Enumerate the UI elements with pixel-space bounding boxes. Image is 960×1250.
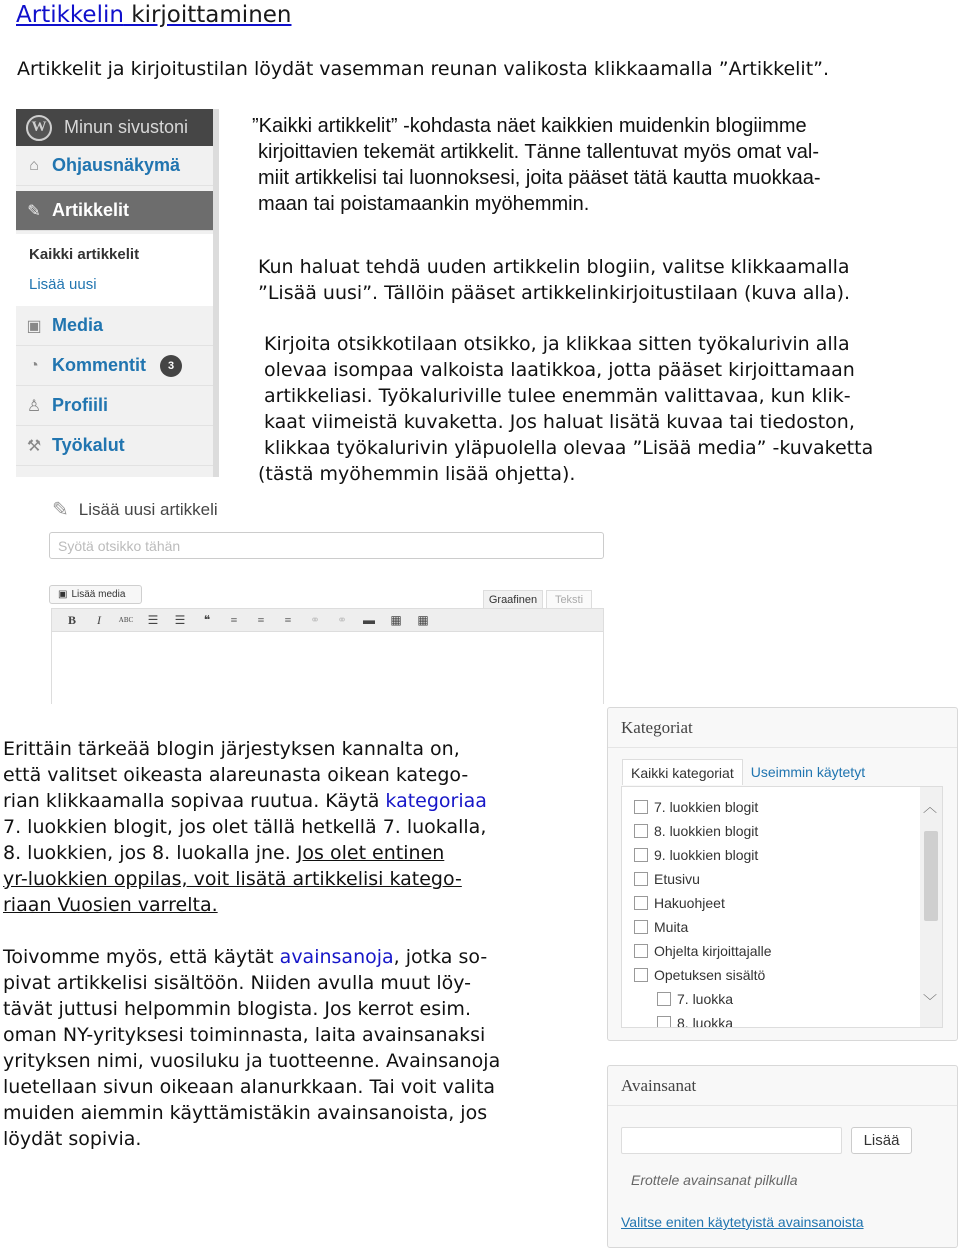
para3-line-3: artikkeliasi. Työkaluriville tulee enemmän valittavaa, kun klik- xyxy=(264,385,851,407)
site-name[interactable]: Minun sivustoni xyxy=(64,117,189,137)
tools-icon: ⚒ xyxy=(26,437,42,455)
tab-text[interactable]: Teksti xyxy=(546,590,592,608)
pushpin-icon: ✎ xyxy=(52,499,69,521)
category-label: Opetuksen sisältö xyxy=(654,967,766,983)
category-label: Etusivu xyxy=(654,871,700,887)
fullscreen-button[interactable]: ▦ xyxy=(390,612,402,627)
home-icon: ⌂ xyxy=(29,156,39,174)
category-label: 7. luokka xyxy=(677,991,734,1007)
category-item[interactable] xyxy=(622,867,942,891)
bold-button[interactable]: B xyxy=(67,612,76,627)
add-media-label: Lisää media xyxy=(71,589,126,600)
para4-line-1: Erittäin tärkeää blogin järjestyksen kannalta on, xyxy=(3,738,460,760)
para2-line-1: Kun haluat tehdä uuden artikkelin blogiin, valitse klikkaamalla xyxy=(258,256,850,278)
category-label: 8. luokkien blogit xyxy=(654,823,759,839)
para5-line-1 xyxy=(3,944,500,970)
category-label: 8. luokka xyxy=(677,1015,734,1028)
checkbox[interactable] xyxy=(634,872,648,886)
para4-line-5-underlined: Jos olet entinen xyxy=(296,842,445,864)
heading-part2: kirjoittaminen xyxy=(123,2,292,28)
checkbox[interactable] xyxy=(634,920,648,934)
para5-line-5: yrityksen nimi, vuosiluku ja tuotteenne. Avainsanoja xyxy=(3,1050,501,1072)
para4-line-2: että valitset oikeasta alareunasta oikean katego- xyxy=(3,764,469,786)
heading-part1: Artikkelin xyxy=(16,2,124,28)
menu-item-media[interactable] xyxy=(16,306,213,346)
page-heading xyxy=(16,2,292,28)
pushpin-icon: ✎ xyxy=(27,202,41,220)
category-scrollbar[interactable] xyxy=(920,787,942,1027)
media-icon: ▣ xyxy=(26,317,42,335)
intro-text: Artikkelit ja kirjoitustilan löydät vasemman reunan valikosta klikkaamalla ”Artikkelit”. xyxy=(17,58,830,80)
para3-line-2: olevaa isompaa valkoista laatikkoa, jotta pääset kirjoittamaan xyxy=(264,359,855,381)
align-center-button[interactable]: ≡ xyxy=(257,612,265,627)
paragraph-add-new xyxy=(258,254,850,306)
category-label: Muita xyxy=(654,919,689,935)
category-item[interactable] xyxy=(622,819,942,843)
checkbox[interactable] xyxy=(634,944,648,958)
scroll-thumb[interactable] xyxy=(924,831,938,921)
category-item[interactable] xyxy=(622,915,942,939)
category-item[interactable] xyxy=(622,987,942,1011)
speech-bubble-icon: ◔ xyxy=(29,356,39,374)
strikethrough-button[interactable]: ABC xyxy=(118,616,134,624)
submenu-all-posts[interactable]: Kaikki artikkelit xyxy=(29,246,140,263)
menu-label-tools: Työkalut xyxy=(52,435,125,455)
category-label: 7. luokkien blogit xyxy=(654,799,759,815)
tags-box xyxy=(607,1065,958,1248)
para5-line-1-post: , jotka so- xyxy=(393,946,488,968)
category-item[interactable] xyxy=(622,1011,942,1028)
insert-link-button[interactable]: ⚭ xyxy=(309,612,321,627)
submenu-add-new[interactable]: Lisää uusi xyxy=(29,276,97,293)
list-padding xyxy=(622,787,942,795)
admin-bar xyxy=(16,109,213,146)
menu-label-profiles: Profiili xyxy=(52,395,109,415)
tab-most-used[interactable]: Useimmin käytetyt xyxy=(750,764,866,780)
para4-line-5 xyxy=(3,840,487,866)
category-label: Ohjelta kirjoittajalle xyxy=(654,943,772,959)
para5-line-1-pre: Toivomme myös, että käytät xyxy=(3,946,280,968)
add-media-button[interactable] xyxy=(49,585,142,604)
para4-line-7: riaan Vuosien varrelta. xyxy=(3,894,218,916)
media-icon: ▣ xyxy=(58,589,68,600)
menu-item-dashboard[interactable] xyxy=(16,146,213,186)
posts-submenu xyxy=(16,234,213,306)
para4-line-5-text: 8. luokkien, jos 8. luokalla jne. xyxy=(3,842,297,864)
para2-line-2: ”Lisää uusi”. Tällöin pääset artikkelinkirjoitustilaan (kuva alla). xyxy=(258,282,851,304)
wp-admin-menu xyxy=(16,109,219,477)
paragraph-editor-help xyxy=(258,331,873,487)
editor-toolbar xyxy=(51,608,604,632)
paragraph-all-posts xyxy=(252,113,821,217)
toolbar-toggle-button[interactable]: ▦ xyxy=(417,612,429,627)
paragraph-categories xyxy=(3,736,487,918)
categories-tabs xyxy=(622,759,873,785)
tab-visual[interactable]: Graafinen xyxy=(483,590,543,608)
tag-hint: Erottele avainsanat pilkulla xyxy=(631,1172,798,1188)
editor-heading xyxy=(52,497,218,522)
categories-keyword: kategoriaa xyxy=(385,790,487,812)
editor-title: Lisää uusi artikkeli xyxy=(78,499,218,519)
menu-item-tools[interactable] xyxy=(16,426,213,466)
para5-line-8: löydät sopivia. xyxy=(3,1128,142,1150)
category-label: Hakuohjeet xyxy=(654,895,725,911)
tag-input[interactable] xyxy=(621,1127,842,1154)
para4-line-6: yr-luokkien oppilas, voit lisätä artikkelisi katego- xyxy=(3,868,462,890)
para1-line-1: ”Kaikki artikkelit” -kohdasta näet kaikkien muidenkin blogiimme xyxy=(252,115,807,137)
para1-line-4: maan tai poistamaankin myöhemmin. xyxy=(258,193,590,215)
menu-item-profiles[interactable] xyxy=(16,386,213,426)
para4-line-3-text: rian klikkaamalla sopivaa ruutua. Käytä xyxy=(3,790,386,812)
paragraph-tags xyxy=(3,944,500,1152)
checkbox[interactable] xyxy=(657,992,671,1006)
para5-line-4: oman NY-yrityksesi toiminnasta, laita avainsanaksi xyxy=(3,1024,486,1046)
category-checklist xyxy=(621,786,943,1028)
para4-line-4: 7. luokkien blogit, jos olet tällä hetkellä 7. luokalla, xyxy=(3,816,487,838)
categories-box xyxy=(607,707,958,1041)
menu-label-comments: Kommentit xyxy=(52,355,146,375)
menu-label-dashboard: Ohjausnäkymä xyxy=(52,155,181,175)
read-more-button[interactable]: ▬ xyxy=(363,612,375,627)
para3-line-4: kaat viimeistä kuvaketta. Jos haluat lisätä kuvaa tai tiedoston, xyxy=(264,411,855,433)
checkbox[interactable] xyxy=(634,848,648,862)
chevron-down-icon[interactable]: ﹀ xyxy=(923,993,937,1009)
checkbox[interactable] xyxy=(657,1016,671,1028)
para5-line-2: pivat artikkelisi sisältöön. Niiden avulla muut löy- xyxy=(3,972,472,994)
post-content-area[interactable] xyxy=(51,632,604,704)
tab-all-categories[interactable]: Kaikki kategoriat xyxy=(622,759,743,785)
category-item[interactable] xyxy=(622,939,942,963)
choose-tags-link[interactable]: Valitse eniten käytetyistä avainsanoista xyxy=(621,1214,864,1230)
checkbox[interactable] xyxy=(634,896,648,910)
checkbox[interactable] xyxy=(634,800,648,814)
category-item[interactable] xyxy=(622,891,942,915)
add-tag-button[interactable]: Lisää xyxy=(851,1127,912,1154)
category-item[interactable] xyxy=(622,795,942,819)
category-item[interactable] xyxy=(622,843,942,867)
comments-count-badge: 3 xyxy=(160,355,182,377)
category-item[interactable] xyxy=(622,963,942,987)
para3-line-6: (tästä myöhemmin lisää ohjetta). xyxy=(258,463,576,485)
tags-box-title: Avainsanat xyxy=(608,1066,957,1106)
numbered-list-button[interactable]: ☰ xyxy=(174,612,186,627)
blockquote-button[interactable]: ❝ xyxy=(203,612,211,627)
menu-label-posts: Artikkelit xyxy=(52,200,130,220)
para5-line-7: muiden aiemmin käyttämistäkin avainsanoista, jos xyxy=(3,1102,488,1124)
para5-line-6: luetellaan sivun oikeaan alanurkkaan. Tai voit valita xyxy=(3,1076,496,1098)
categories-box-title: Kategoriat xyxy=(608,708,957,748)
para1-line-2: kirjoittavien tekemät artikkelit. Tänne tallentuvat myös omat val- xyxy=(258,141,819,163)
para5-line-3: tävät juttusi helpommin blogista. Jos kerrot esim. xyxy=(3,998,471,1020)
checkbox[interactable] xyxy=(634,968,648,982)
category-label: 9. luokkien blogit xyxy=(654,847,759,863)
menu-label-media: Media xyxy=(52,315,104,335)
bullet-list-button[interactable]: ☰ xyxy=(147,612,159,627)
para1-line-3: miit artikkelisi tai luonnoksesi, joita pääset tätä kautta muokkaa- xyxy=(258,167,821,189)
align-right-button[interactable]: ≡ xyxy=(284,612,292,627)
users-icon: ♙ xyxy=(26,397,42,415)
italic-button[interactable]: I xyxy=(97,612,101,627)
para4-line-3 xyxy=(3,788,487,814)
align-left-button[interactable]: ≡ xyxy=(230,612,238,627)
para3-line-1: Kirjoita otsikkotilaan otsikko, ja klikkaa sitten työkalurivin alla xyxy=(264,333,850,355)
post-title-input[interactable]: Syötä otsikko tähän xyxy=(49,532,604,559)
checkbox[interactable] xyxy=(634,824,648,838)
wordpress-logo-icon[interactable]: W xyxy=(26,115,52,141)
menu-item-comments[interactable] xyxy=(16,346,213,386)
menu-item-posts[interactable] xyxy=(16,191,219,231)
unlink-button[interactable]: ⚭ xyxy=(336,612,348,627)
chevron-up-icon[interactable]: ︿ xyxy=(923,799,937,815)
tags-keyword: avainsanoja xyxy=(279,946,394,968)
para3-line-5: klikkaa työkalurivin yläpuolella olevaa ”Lisää media” -kuvaketta xyxy=(264,437,874,459)
